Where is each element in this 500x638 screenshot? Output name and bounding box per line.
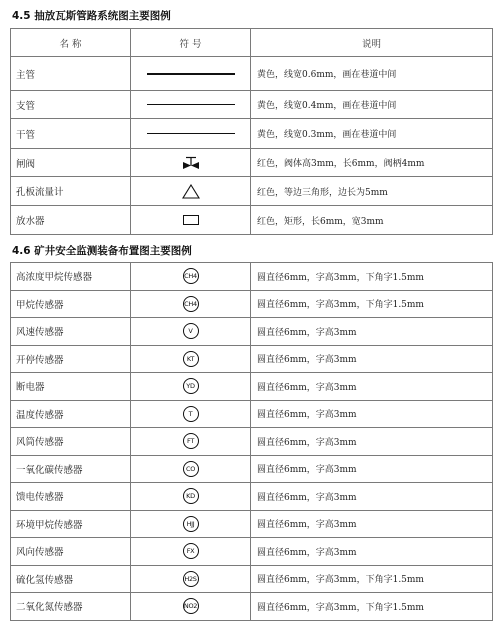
sensor-circle-icon: KD [183,488,199,504]
row-description: 圆直径6mm，字高3mm [251,345,493,373]
row-description: 圆直径6mm，字高3mm [251,483,493,511]
row-name: 风筒传感器 [11,428,131,456]
sensor-circle-icon: NO2 [183,598,199,614]
row-description: 圆直径6mm，字高3mm，下角字1.5mm [251,263,493,291]
sensor-symbol-cell [131,318,251,346]
sensor-circle-icon: CH4 [183,268,199,284]
row-description: 圆直径6mm，字高3mm，下角字1.5mm [251,290,493,318]
sensor-circle-icon: CO [183,461,199,477]
row-name: 硫化氢传感器 [11,565,131,593]
row-name: 一氧化碳传感器 [11,455,131,483]
sensor-symbol-cell [131,263,251,291]
row-description: 圆直径6mm，字高3mm，下角字1.5mm [251,593,493,621]
row-description: 红色，阀体高3mm，长6mm，阀柄4mm [251,149,493,177]
row-name: 风速传感器 [11,318,131,346]
row-description: 圆直径6mm，字高3mm [251,318,493,346]
table-row [11,177,493,206]
sensor-symbol-cell [131,483,251,511]
table-row [11,57,493,91]
table-row [11,565,493,593]
table-row [11,263,493,291]
table-row [11,206,493,235]
gas-drainage-legend-table [10,28,493,235]
row-description: 黄色，线宽0.4mm，画在巷道中间 [251,91,493,119]
sensor-symbol-cell [131,538,251,566]
row-description: 红色，等边三角形，边长为5mm [251,177,493,206]
table-header-row [11,29,493,57]
table-row [11,428,493,456]
row-name: 环境甲烷传感器 [11,510,131,538]
sensor-symbol-cell [131,510,251,538]
table-row [11,593,493,621]
row-name: 放水器 [11,206,131,235]
row-name: 高浓度甲烷传感器 [11,263,131,291]
row-name: 二氧化氮传感器 [11,593,131,621]
row-name: 温度传感器 [11,400,131,428]
table-row [11,538,493,566]
table-row [11,373,493,401]
row-name: 干管 [11,119,131,149]
main-pipe-line-symbol [131,57,251,91]
sensor-circle-icon: FT [183,433,199,449]
row-name: 断电器 [11,373,131,401]
table-row [11,455,493,483]
row-description: 圆直径6mm，字高3mm [251,400,493,428]
row-name: 甲烷传感器 [11,290,131,318]
gate-valve-icon [181,156,201,170]
sensor-symbol-cell [131,345,251,373]
row-description: 黄色，线宽0.3mm，画在巷道中间 [251,119,493,149]
sensor-symbol-cell [131,593,251,621]
row-name: 开停传感器 [11,345,131,373]
triangle-icon [182,184,200,199]
sensor-symbol-cell [131,373,251,401]
table-row [11,483,493,511]
row-name: 孔板流量计 [11,177,131,206]
sensor-symbol-cell [131,400,251,428]
rectangle-cell [131,206,251,235]
sensor-circle-icon: FX [183,543,199,559]
sensor-symbol-cell [131,290,251,318]
table-row [11,318,493,346]
sensor-symbol-cell [131,455,251,483]
sensor-circle-icon: KT [183,351,199,367]
row-description: 圆直径6mm，字高3mm [251,538,493,566]
sensor-symbol-cell [131,565,251,593]
row-name: 馈电传感器 [11,483,131,511]
triangle-cell [131,177,251,206]
trunk-pipe-line-symbol [131,119,251,149]
table-row [11,119,493,149]
row-name: 闸阀 [11,149,131,177]
sensor-circle-icon: H2S [183,571,199,587]
gate-valve-cell [131,149,251,177]
sensor-symbol-cell [131,428,251,456]
table-row [11,510,493,538]
section-title-safety-monitoring: 4.6 矿井安全监测装备布置图主要图例 [12,245,192,257]
table-row [11,91,493,119]
table-row [11,149,493,177]
row-name: 支管 [11,91,131,119]
row-name: 风向传感器 [11,538,131,566]
table-row [11,290,493,318]
sensor-circle-icon: CH4 [183,296,199,312]
row-name: 主管 [11,57,131,91]
row-description: 圆直径6mm，字高3mm [251,455,493,483]
row-description: 圆直径6mm，字高3mm [251,373,493,401]
sensor-circle-icon: V [183,323,199,339]
header-symbol: 符 号 [131,29,251,57]
branch-pipe-line-symbol [131,91,251,119]
row-description: 黄色，线宽0.6mm，画在巷道中间 [251,57,493,91]
header-name: 名 称 [11,29,131,57]
row-description: 红色，矩形，长6mm，宽3mm [251,206,493,235]
row-description: 圆直径6mm，字高3mm [251,510,493,538]
sensor-circle-icon: YD [183,378,199,394]
table-row [11,400,493,428]
header-description: 说明 [251,29,493,57]
safety-monitoring-legend-table [10,262,493,621]
table-row [11,345,493,373]
row-description: 圆直径6mm，字高3mm，下角字1.5mm [251,565,493,593]
section-title-gas-drainage: 4.5 抽放瓦斯管路系统图主要图例 [12,10,171,22]
rectangle-icon [183,215,199,225]
sensor-circle-icon: T [183,406,199,422]
sensor-circle-icon: HJJ [183,516,199,532]
row-description: 圆直径6mm，字高3mm [251,428,493,456]
